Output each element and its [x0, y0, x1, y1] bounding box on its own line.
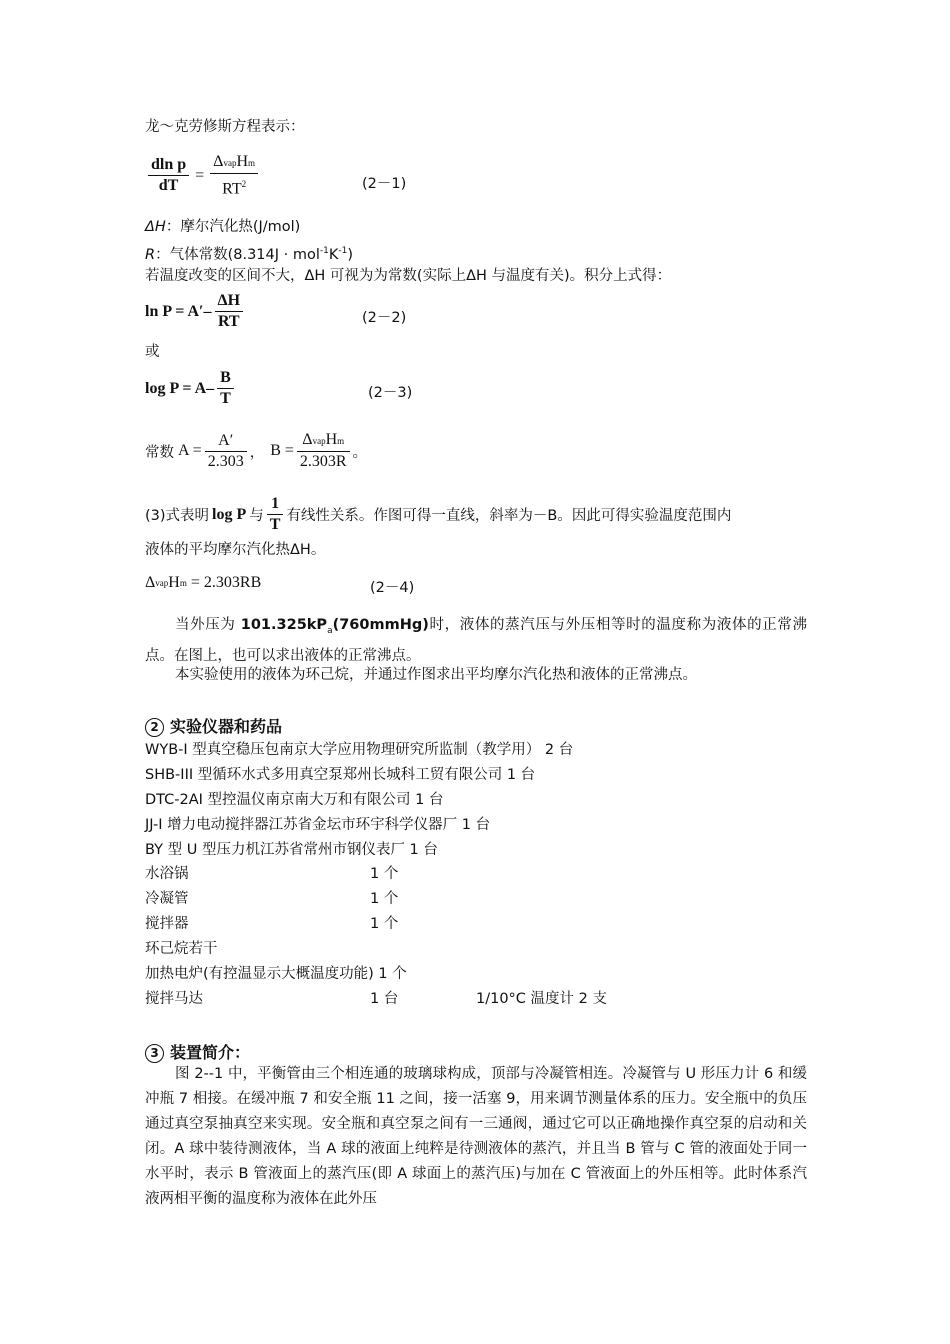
eq4-label: (2－4)	[370, 580, 415, 596]
section-2-heading	[145, 714, 282, 737]
linear-relation-line	[145, 494, 731, 535]
linear-text-d: 有线性关系。作图可得一直线，斜率为－B。因此可得实验温度范围内	[286, 508, 732, 524]
item-extra: 1/10°C 温度计 2 支	[476, 991, 607, 1007]
section-2-title: 实验仪器和药品	[170, 717, 283, 736]
constants-prefix: 常数	[145, 444, 174, 461]
eq1-h: H	[236, 153, 249, 170]
item-qty: 1 个	[370, 866, 399, 882]
constants-separator: ，	[249, 444, 265, 461]
eq1-sub-vap: vap	[223, 158, 237, 168]
section-3-heading	[145, 1040, 250, 1063]
eq3-label: (2－3)	[368, 385, 413, 401]
def-delta-h: ΔH：摩尔汽化热(J/mol)	[145, 219, 301, 235]
constants-end: 。	[352, 444, 368, 461]
constant-a-lhs: A =	[178, 442, 202, 459]
eq1-label: (2－1)	[362, 176, 407, 192]
equation-2-2	[145, 291, 246, 332]
equation-2-4: Δ vap H m = 2.303RB	[145, 574, 262, 591]
equation-2-1: $\frac{\text{dln p}}{dT}$ = $\frac{\text{ΔvapHm}}{RT^2}$	[145, 152, 261, 199]
item-qty: 1 个	[370, 891, 399, 907]
eq2-lhs: ln P = A′–	[145, 302, 212, 320]
paragraph-experiment-liquid: 本实验使用的液体为环己烷，并通过作图求出平均摩尔汽化热和液体的正常沸点。	[175, 667, 697, 683]
paragraph-apparatus: 图 2--1 中，平衡管由三个相连通的玻璃球构成，顶部与冷凝管相连。冷凝管与 U 形压力计 6 和缓冲瓶 7 相接。在缓冲瓶 7 和安全瓶 11 之间，接一活塞 9，用来调节测量体系的压力。安全瓶中的负压通过真空泵抽真空来实现。安全瓶和真空泵之间有一三通阀，通过它可以正确地操作真空泵的启动和关闭。A 球中装待测液体，当 A 球的液面上纯粹是待测液体的蒸汽，并且当 B 管与 C 管的液面处于同一水平时，表示 B 管液面上的蒸汽压(即 A 球面上的蒸汽压)与加在 C 管液面上的外压相等。此时体系汽液两相平衡的温度称为液体在此外压	[145, 1066, 807, 1207]
def-r: R：气体常数$(8.314J \cdot mol^{-1}K^{-1})$	[145, 246, 354, 263]
linear-text-a: (3)式表明	[145, 508, 210, 524]
eq1-sub-m: m	[248, 158, 256, 168]
constant-b-denominator: 2.303R	[299, 453, 347, 470]
linear-numerator: 1	[267, 494, 284, 515]
linear-logp: log P	[212, 505, 247, 523]
instrument-item: WYB-I 型真空稳压包南京大学应用物理研究所监制（教学用） 2 台	[145, 742, 574, 758]
item-name: 搅拌马达	[145, 991, 203, 1007]
eq2-denominator: RT	[217, 313, 240, 330]
section-2-number: 2	[145, 718, 164, 737]
constant-a-denominator: 2.303	[207, 452, 244, 470]
instrument-item: SHB-III 型循环水式多用真空泵郑州长城科工贸有限公司 1 台	[145, 767, 536, 783]
linear-denominator: T	[269, 516, 281, 533]
item-name: 加热电炉(有控温显示大概温度功能) 1 个	[145, 966, 407, 982]
item-qty: 1 个	[370, 916, 399, 932]
eq3-denominator: T	[220, 390, 231, 407]
eq3-lhs: log P = A–	[145, 379, 215, 397]
item-qty: 1 台	[370, 991, 399, 1007]
eq2-numerator: ΔH	[215, 291, 243, 312]
linear-line-2: 液体的平均摩尔汽化热ΔH。	[145, 542, 326, 558]
item-name: 环己烷若干	[145, 941, 218, 957]
or-text: 或	[145, 344, 160, 360]
constant-b-lhs: B =	[270, 442, 294, 459]
integrate-text: 若温度改变的区间不大，ΔH 可视为为常数(实际上ΔH 与温度有关)。积分上式得：	[145, 268, 672, 284]
instrument-item: BY 型 U 型压力机江苏省常州市钢仪表厂 1 台	[145, 842, 438, 858]
eq2-label: (2－2)	[362, 310, 407, 326]
paragraph-normal-boiling-point: 当外压为 $101.325kP_a(760mmHg)$时，液体的蒸汽压与外压相等时的温度称为液体的正常沸点。在图上，也可以求出液体的正常沸点。	[145, 617, 808, 664]
eq1-rt: RT	[222, 180, 242, 198]
eq1-sup-2: 2	[241, 179, 247, 189]
instrument-item: JJ-I 增力电动搅拌器江苏省金坛市环宇科学仪器厂 1 台	[145, 817, 491, 833]
instrument-item: DTC-2AI 型控温仪南京南大万和有限公司 1 台	[145, 792, 444, 808]
intro-text: 龙～克劳修斯方程表示：	[145, 119, 305, 135]
eq1-delta: Δ	[213, 153, 224, 170]
eq1-denominator: dT	[158, 177, 179, 195]
linear-text-c: 与	[249, 508, 264, 524]
item-name: 搅拌器	[145, 916, 189, 932]
section-3-title: 装置简介：	[170, 1043, 251, 1062]
constants-line: 常数 A = $\frac{A'}{2.303}$ ， B = $\frac{\text{ΔvapHm}}{2.303R}$ 。	[145, 431, 368, 470]
section-3-number: 3	[145, 1044, 164, 1063]
equation-2-3	[145, 368, 237, 409]
eq4-rhs: = 2.303RB	[190, 574, 262, 591]
item-name: 水浴锅	[145, 866, 189, 882]
item-name: 冷凝管	[145, 891, 189, 907]
constant-a-numerator: A′	[205, 431, 247, 452]
eq3-numerator: B	[217, 368, 234, 389]
eq1-numerator: dln p	[148, 155, 189, 176]
